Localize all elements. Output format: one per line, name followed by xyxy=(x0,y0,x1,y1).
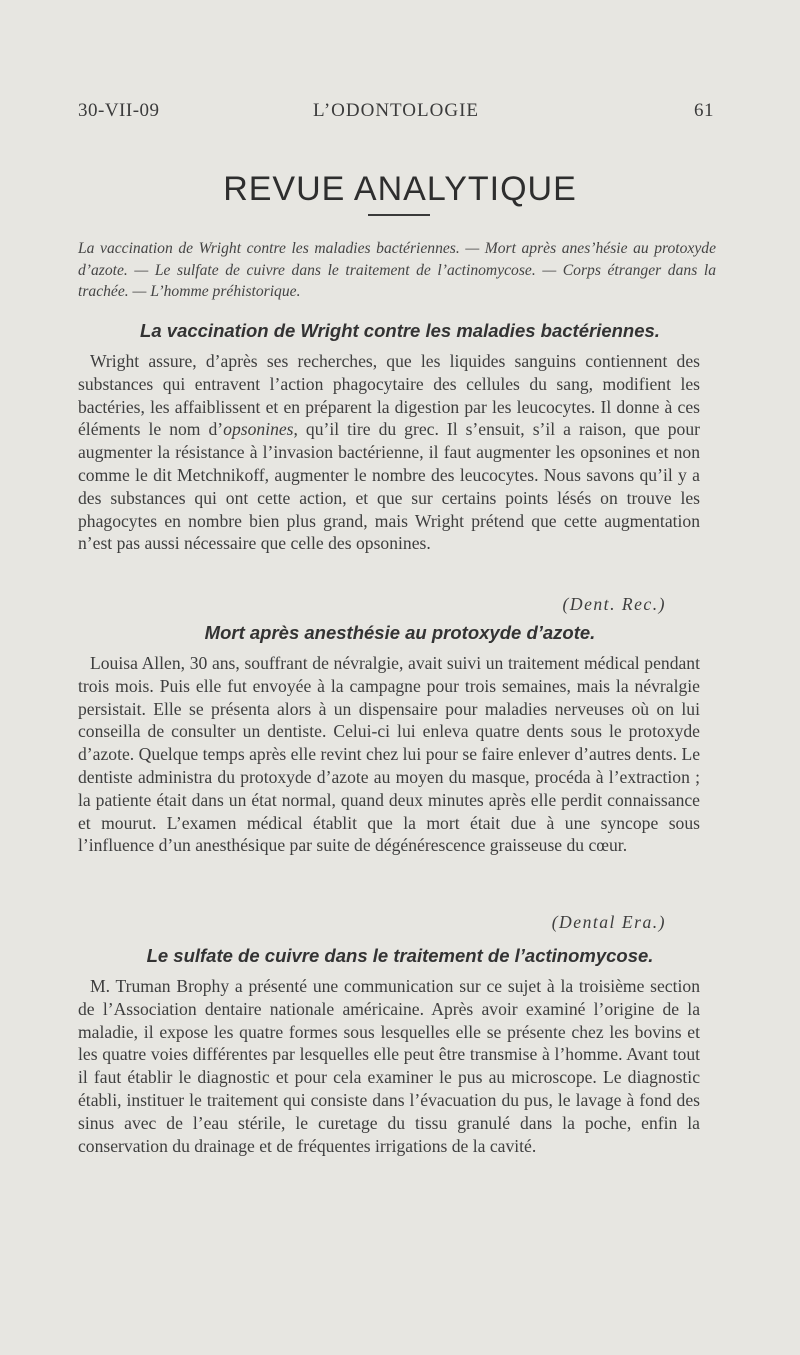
page-number: 61 xyxy=(694,100,714,121)
body-text: , qu’il tire du grec. Il s’ensuit, s’il a raison, que pour augmenter la résistance à l’invasion bactérienne, il faut augmenter les opsonines et non comme le dit Metchnikoff, augmenter le nombre des leucocytes. Nous savons qu’il y a des substances qui ont cette action, et que sur certains points lésés on trouve les phagocytes en nombre bien plus grand, mais Wright prétend que cette augmentation n’est pas aussi nécessaire que celle des opsonines. xyxy=(78,419,701,554)
section-body-vaccination xyxy=(78,350,700,555)
source-citation: (Dental Era.) xyxy=(551,912,666,932)
issue-date: 30-VII-09 xyxy=(78,100,160,121)
summary-list: La vaccination de Wright contre les maladies bactériennes. — Mort après anes’hésie au protoxyde d’azote. — Le sulfate de cuivre dans le traitement de l’actinomycose. — Corps étranger dans la trachée. — L’homme préhistorique. xyxy=(78,240,716,300)
section-heading-actinomycosis: Le sulfate de cuivre dans le traitement de l’actinomycose. xyxy=(146,945,654,966)
section-heading-anesthesia: Mort après anesthésie au protoxyde d’azote. xyxy=(204,622,596,643)
journal-name: L’ODONTOLOGIE xyxy=(312,100,480,121)
section-body-anesthesia: Louisa Allen, 30 ans, souffrant de névralgie, avait suivi un traitement médical pendant trois mois. Puis elle fut envoyée à la campagne pour trois semaines, mais la névralgie persistait. Elle se présenta alors à un dispensaire pour maladies nerveuses où on lui conseilla de consulter un dentiste. Celui-ci lui enleva quatre dents sous le protoxyde d’azote. Quelque temps après elle revint chez lui pour se faire enlever d’autres dents. Le dentiste administra du protoxyde d’azote au moyen du masque, procéda à l’extraction ; la patiente était dans un état normal, quand deux minutes après elle perdit connaissance et mourut. L’examen médical établit que la mort était due à une syncope sous l’influence d’un anesthésique par suite de dégénérescence graisseuse du cœur. xyxy=(78,653,700,856)
running-head xyxy=(78,100,714,128)
title-divider xyxy=(368,214,430,216)
section-heading-vaccination: La vaccination de Wright contre les maladies bactériennes. xyxy=(140,320,660,341)
italic-term: opsonines xyxy=(223,419,294,440)
section-body-actinomycosis: M. Truman Brophy a présenté une communication sur ce sujet à la troisième section de l’Association dentaire nationale américaine. Après avoir examiné l’origine de la maladie, il expose les quatre formes sous lesquelles elle se présente chez les bovins et les quatre voies différentes par lesquelles elle peut être transmise à l’homme. Avant tout il faut établir le diagnostic et pour cela examiner le pus au microscope. Le diagnostic établi, instituer le traitement qui consiste dans l’évacuation du pus, le lavage à fond des sinus avec de l’eau stérile, le curetage du tissu granulé dans la poche, enfin la conservation du drainage et de fréquentes irrigations de la cavité. xyxy=(78,976,700,1156)
source-citation: (Dent. Rec.) xyxy=(562,594,666,614)
body-text: Wright assure, d’après ses recherches, que les liquides sanguins contiennent des substances qui entravent l’action phagocytaire des cellules du sang, modifient les bactéries, les affaiblissent et en préparent la digestion par les leucocytes. Il donne à ces éléments le nom d’ xyxy=(78,351,700,440)
page-title: REVUE ANALYTIQUE xyxy=(223,170,577,208)
